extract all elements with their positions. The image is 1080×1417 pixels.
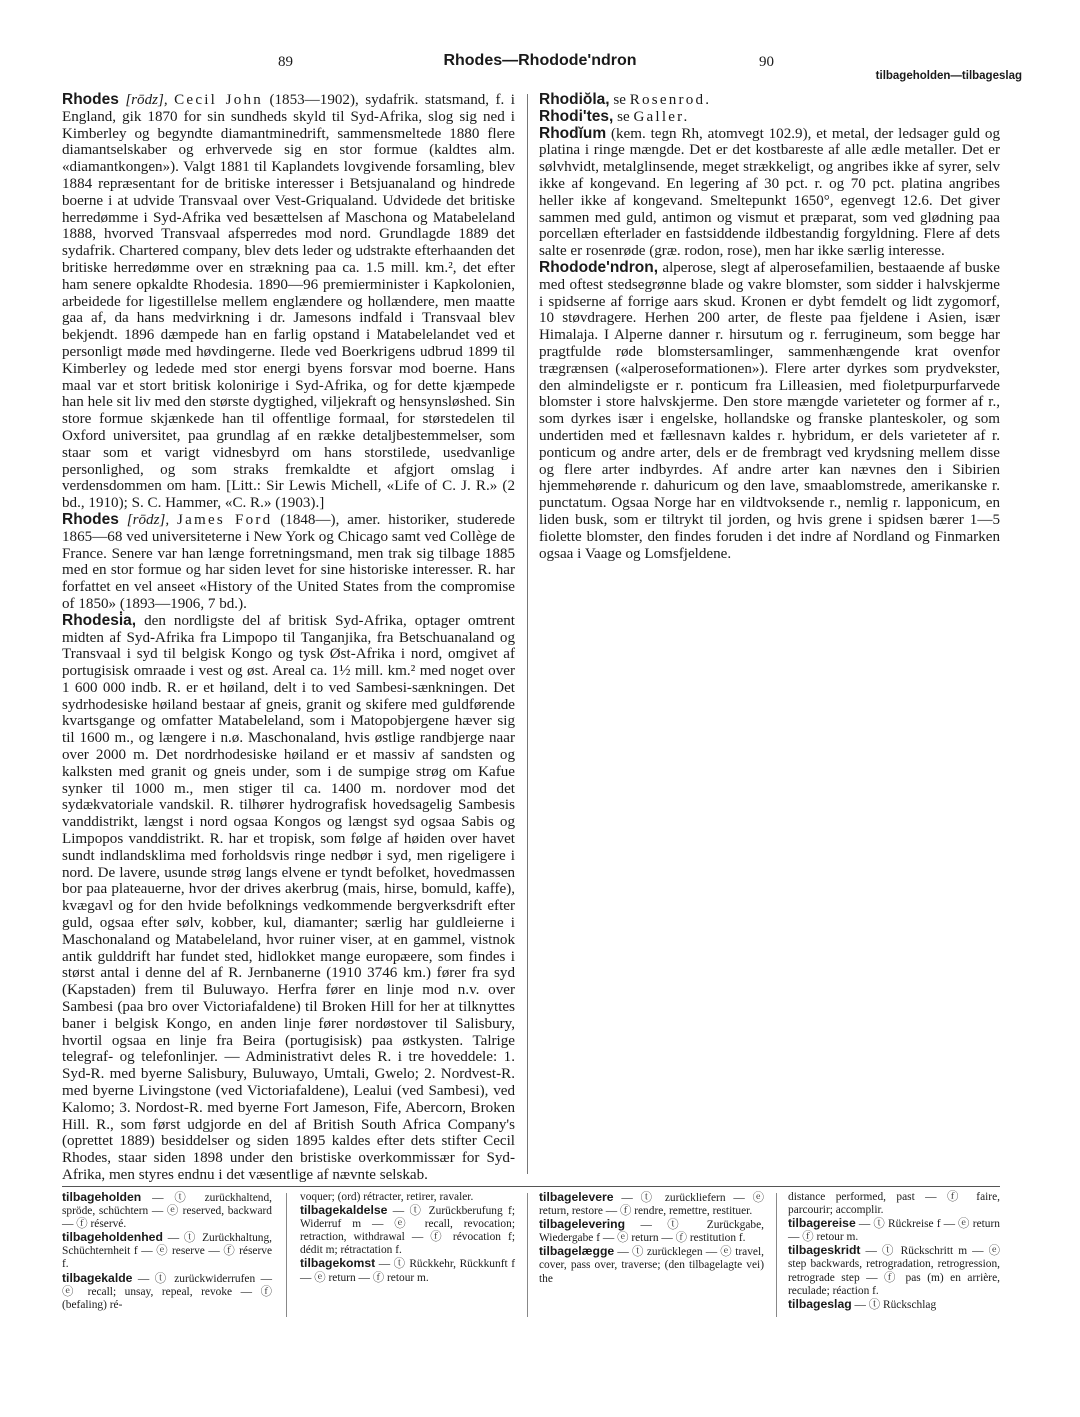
footnote-text: — ⓣ zurückhaltend, spröde, schüchtern — ⓔ reserved, backward — ⓕ réservé. bbox=[62, 1192, 272, 1231]
footnote-headword: tilbagelevere bbox=[539, 1190, 614, 1204]
entry-person-name: James Ford bbox=[177, 511, 273, 528]
entry-person-name: Cecil John bbox=[174, 92, 263, 108]
footnote-text: — ⓣ Rückreise f — ⓔ return — ⓕ retour m. bbox=[788, 1218, 1000, 1244]
left-column bbox=[62, 92, 515, 1184]
footnote-text: — ⓣ zurücklegen — ⓔ travel, cover, pass over, traverse; (den tilbagelagte vei) the bbox=[539, 1246, 764, 1285]
entry-text: (kem. tegn Rh, atomvegt 102.9), et metal, der ledsager guld og platina i ringe mængde. Det er det kostbareste af alle ædle metaller. Det er sølvhvidt, metalglinsende, meget strækkeligt, og angribes ikke af syrer, selv ikke af kongevand. En legering af 30 pct. r. og 70 pct. platina angribes heller ikke af kongevand. Smeltepunkt 1650°, egenvegt 12.6. Det giver sammen med guld, antimon og vismut et præparat, som ved glødning paa porcellæn efterlader en fastsiddende ildbestandig forgyldning. Flere af dets salte er rosenrøde (græ. rodon, rose), men har ikke særlig interesse. bbox=[539, 125, 1000, 260]
page-title: Rhodes—Rhodode'ndron bbox=[443, 52, 637, 69]
footnote-entry bbox=[62, 1191, 272, 1231]
entry-text: se bbox=[613, 108, 634, 125]
footnote-entry bbox=[788, 1217, 1000, 1244]
footnote-column-2 bbox=[300, 1191, 515, 1285]
right-page-number: 90 bbox=[759, 54, 774, 70]
footnote-entry bbox=[788, 1244, 1000, 1297]
entry-rhodesia bbox=[62, 613, 515, 1184]
footnote-headword: tilbagelægge bbox=[539, 1244, 615, 1259]
entry-pronunciation: [rōdz], bbox=[126, 511, 170, 528]
footnote-headword: tilbagelevering bbox=[539, 1217, 626, 1232]
footnote-text: voquer; (ord) rétracter, retirer, ravaler. bbox=[300, 1191, 474, 1203]
entry-rhododendron bbox=[539, 260, 1000, 562]
footnote-headword: tilbageholdenhed bbox=[62, 1230, 163, 1245]
entry-cross-reference: Rosenrod. bbox=[629, 92, 712, 108]
entry-headword: Rhodi'tes, bbox=[539, 107, 614, 125]
footnote-text: — ⓣ zurückwiderrufen — ⓔ recall; unsay, repeal, revoke — ⓕ (befaling) ré- bbox=[62, 1272, 272, 1311]
footnote-headword: tilbageslag bbox=[788, 1296, 852, 1311]
entry-headword: Rhodesi̇a, bbox=[62, 611, 137, 629]
footnote-headword: tilbagekalde bbox=[62, 1270, 133, 1285]
right-column bbox=[539, 92, 1000, 562]
entry-pronunciation: [rōdz], bbox=[125, 92, 168, 108]
footnote-column-1 bbox=[62, 1191, 272, 1312]
entry-rhodes-cecil bbox=[62, 92, 515, 512]
footnote-entry bbox=[62, 1272, 272, 1312]
footnote-entry bbox=[300, 1257, 515, 1284]
running-head: tilbageholden—tilbageslag bbox=[875, 70, 1022, 82]
footnote-divider bbox=[776, 1193, 777, 1317]
footnote-text: — ⓣ Rückschlag bbox=[851, 1298, 937, 1311]
footnote-divider bbox=[286, 1193, 287, 1317]
entry-text: se bbox=[609, 92, 630, 108]
entry-text: (1848—), amer. historiker, studerede 1865—68 ved universiteterne i New York og Chicago samt ved Collège de France. Senere var han længe forretningsmand, men trak sig tilbage 1885 med en stor formue og har siden levet for sine historiske interesser. R. har forfattet en vel anseet «History of the United States from the compromise of 1850» (1893—1906, 7 bd.). bbox=[62, 511, 515, 612]
footnote-text: — ⓣ Zurückhaltung, Schüchternheit f — ⓔ reserve — ⓕ réserve f. bbox=[62, 1232, 272, 1271]
entry-text: den nordligste del af britisk Syd-Afrika, optager omtrent midten af Syd-Afrika fra Limpopo til Tanganjika, fra Betschuanaland og Transvaal i syd til belgisk Kongo og tysk Øst-Afrika i nord, omgivet af portugisisk omraade i vest og øst. Areal ca. 1½ mill. km.² med noget over 1 600 000 indb. R. er et høiland, delt i to ved Sambesi-sænkningen. Det sydrhodesiske høiland bestaar af gneis, granit og skifere med guldførende kvartsgange og omfatter Matabeleland, som i Matopobjergene hæver sig til 1600 m., og længere i n.ø. Maschonaland, hvis østlige randbjerge naar over 2000 m. Det nordrhodesiske høiland er et massiv af sandsten og kalksten med granit og gneis under, som i de sumpige strøg om Kafue synker til 1000 m., men stiger til ca. 1400 m. nordover mod det sydækvatoriale vandskil. R. tilhører hydrografisk hovedsagelig Sambesis vanddistrikt, længst i nord ogsaa Kongos og længst syd ogsaa Sabis og Limpopos vanddistrikt. R. har et tropisk, som følge af høiden over havet sundt indlandsklima med forholdsvis ringe nedbør i syd, men rigeligere i nord. De lavere, usunde strøg langs elvene er tyndt befolket, hovedmassen bor paa plateauerne, hvor der drives akerbrug (mais, hirse, bomuld, kaffe), kvægavl og for den hvide befolknings vedkommende bergverksdrift efter guld, ogsaa efter sølv, kobber, kul, diamanter; særlig har guldleierne i Maschonaland og Matabeleland, hvor ruiner viser, at en gammel, vistnok antik gulddrift har fundet sted, hidlokket mange europæere, som findes i størst antal i denne del af R. Jernbanerne (1910 3746 km.) fører fra syd (Kapstaden) frem til Buluwayo. Herfra fører en linje mod n.v. over Sambesi (paa bro over Victoriafaldene) til Broken Hill for her at tilknyttes baner i belgisk Kongo, en anden linje fører nordøstover til Salisbury, hvortil ogsaa en linje fra Beira (portugisisk) paa østkysten. Talrige telegraf- og telefonlinjer. — Administrativt deles R. i tre hoveddele: 1. Syd-R. med byerne Salisbury, Buluwayo, Umtali, Gwelo; 2. Nordvest-R. med byerne Livingstone (ved Victoriafaldene), Lealui (ved Sambesi), ved Kalomo; 3. Nordost-R. med byerne Fort Jameson, Fife, Abercorn, Broken Hill. R., som først udgjorde en del af British South Africa Company's (oprettet 1889) besiddelser og siden 1895 kaldes efter dets stifter Cecil Rhodes, staar siden 1898 under den bristiske overkommissær for Syd-Afrika, men styres endnu i det væsentlige af nævnte selskab. bbox=[62, 612, 515, 1183]
footnote-rule bbox=[62, 1186, 1000, 1187]
footnote-text: — ⓣ Zurückgabe, Wiedergabe f — ⓔ return — ⓕ restitution f. bbox=[539, 1219, 764, 1245]
entry-headword: Rhodes bbox=[62, 510, 119, 528]
footnote-headword: tilbageholden bbox=[62, 1190, 142, 1204]
footnote-entry bbox=[539, 1191, 764, 1218]
entry-cross-reference: Galler. bbox=[633, 108, 690, 125]
footnote-text: distance performed, past — ⓕ faire, parcourir; accomplir. bbox=[788, 1191, 1000, 1217]
footnote-entry bbox=[539, 1218, 764, 1245]
footnote-entry bbox=[788, 1191, 1000, 1217]
footnote-text: — ⓣ Rückschritt m — ⓔ step backwards, retrogradation, retrogression, retrograde step — ⓕ pas (m) en arrière, reculade; réaction f. bbox=[788, 1245, 1000, 1297]
entry-headword: Rhodiŏla, bbox=[539, 91, 610, 108]
footnote-entry bbox=[788, 1298, 1000, 1312]
footnote-entry bbox=[62, 1231, 272, 1271]
entry-rhodites bbox=[539, 109, 1000, 126]
footnote-text: — ⓣ Zurückberufung f; Widerruf m — ⓔ recall, revocation; retraction, withdrawal — ⓕ révocation f; dédit m; rétractation f. bbox=[300, 1205, 515, 1257]
entry-text: (1853—1902), sydafrik. statsmand, f. i England, gik 1870 for sin sundheds skyld til Syd-Afrika, slog sig ned i Kimberley og begyndte diamantminedrift, sammensmeltede 1880 flere diamantselskaber og erhvervede sig en stor formue (kaldtes alm. «diamantkongen»). Valgt 1881 til Kaplandets lovgivende forsamling, blev 1884 repræsentant for de britiske interesser i Betsjuanaland og hindrede boerne i at udvide Transvaal over Vest-Griqualand. Udvidede det britiske herredømme i Syd-Afrika ved besættelsen af Maschona og Matabeleland 1888, hvorved Transvaal afsperredes mod nord. Grundlagde 1889 det sydafrik. Chartered company, blev dets leder og udstrakte efterhaanden det britiske herredømme over en strækning paa ca. 1.5 mill. km.², det efter ham senere opkaldte Rhodesia. 1890—96 premierminister i Kapkolonien, arbeidede for ligestillelse mellem englændere og hollændere, men maatte gaa af, da hans medvirkning i dr. Jamesons indfald i Transvaal blev bekjendt. 1896 dæmpede han en farlig opstand i Matabelelandet ved et personligt møde med høvdingerne. Ilede ved Boerkrigens udbrud 1899 til Kimberley og ledede med stor energi byens forsvar mod boerne. Hans maal var et stort britisk kolonirige i Syd-Afrika, og for dette kjæmpede han hele sit liv med den største dygtighed, viljekraft og hensynsløshed. Sin store formue skjænkede han til offentlige formaal, for størstedelen til Oxford universitet, paa grundlag af en række detaljbestemmelser, som staar som et varigt vidnesbyrd om hans storstilede, usedvanlige personlighed, og som straks fremkaldte et afgjort omslag i verdensdommen om ham. [Litt.: Sir Lewis Michell, «Life of C. J. R.» (2 bd., 1910); S. C. Hammer, «C. R.» (1903).] bbox=[62, 92, 515, 512]
left-page-number: 89 bbox=[278, 54, 293, 70]
footnote-text: — ⓣ zurückliefern — ⓔ return, restore — ⓕ rendre, remettre, restituer. bbox=[539, 1192, 764, 1218]
footnote-headword: tilbagereise bbox=[788, 1216, 856, 1231]
footnote-text: — ⓣ Rückkehr, Rückkunft f — ⓔ return — ⓕ retour m. bbox=[300, 1258, 515, 1284]
entry-headword: Rhodode'ndron, bbox=[539, 258, 659, 276]
entry-rhodiola bbox=[539, 92, 1000, 109]
footnote-headword: tilbagekaldelse bbox=[300, 1203, 388, 1218]
footnote-headword: tilbagekomst bbox=[300, 1256, 376, 1271]
entry-rhodium bbox=[539, 126, 1000, 260]
entry-headword: Rhodĭum bbox=[539, 124, 607, 142]
footnote-headword: tilbageskridt bbox=[788, 1243, 861, 1258]
footnote-entry bbox=[300, 1204, 515, 1257]
column-divider bbox=[527, 94, 528, 1174]
entry-headword: Rhodes bbox=[62, 91, 119, 108]
entry-rhodes-james bbox=[62, 512, 515, 613]
footnote-column-4 bbox=[788, 1191, 1000, 1312]
entry-text: alperose, slegt af alperosefamilien, bestaaende af buske med oftest stedsegrønne blade og vakre blomster, som sidder i halvskjerme i spidserne af forrige aars skud. Kronen er dybt femdelt og lidt zygomorf, 10 støvdragere. Herhen 200 arter, de fleste paa fjeldene i Asien, især Himalaja. I Alperne danner r. hirsutum og r. ferrugineum, som begge har pragtfulde røde blomstersamlinger, sammenhængende krat ovenfor trægrænsen («alperoseformationen»). Flere arter dyrkes som prydvekster, den almindeligste er r. ponticum fra Lilleasien, med fioletpurpurfarvede blomster i store halvskjerme. Den store mængde varieteter og former af r., som dyrkes især i engelske, hollandske og franske planteskoler, og som undertiden med et fællesnavn kaldes r. hybridum, er dels varieteter af r. ponticum og andre arter, dels er de frembragt ved krydsning mellem disse og flere arter indbyrdes. Af andre arter kan nævnes den i Sibirien hjemmehørende r. dahuricum og den lave, smaablomstrede, amerikanske r. punctatum. Ogsaa Norge har en vildtvoksende r., nemlig r. lapponicum, en liden busk, som er tiltrykt til jorden, og hvis grene i spidsen bærer 1—5 fiolette blomster, den findes foruden i det indre af Nordland og Finmarken ogsaa i Vaage og Lomsfjeldene. bbox=[539, 259, 1000, 562]
footnote-entry bbox=[539, 1245, 764, 1285]
footnote-column-3 bbox=[539, 1191, 764, 1286]
footnote-divider bbox=[527, 1193, 528, 1317]
